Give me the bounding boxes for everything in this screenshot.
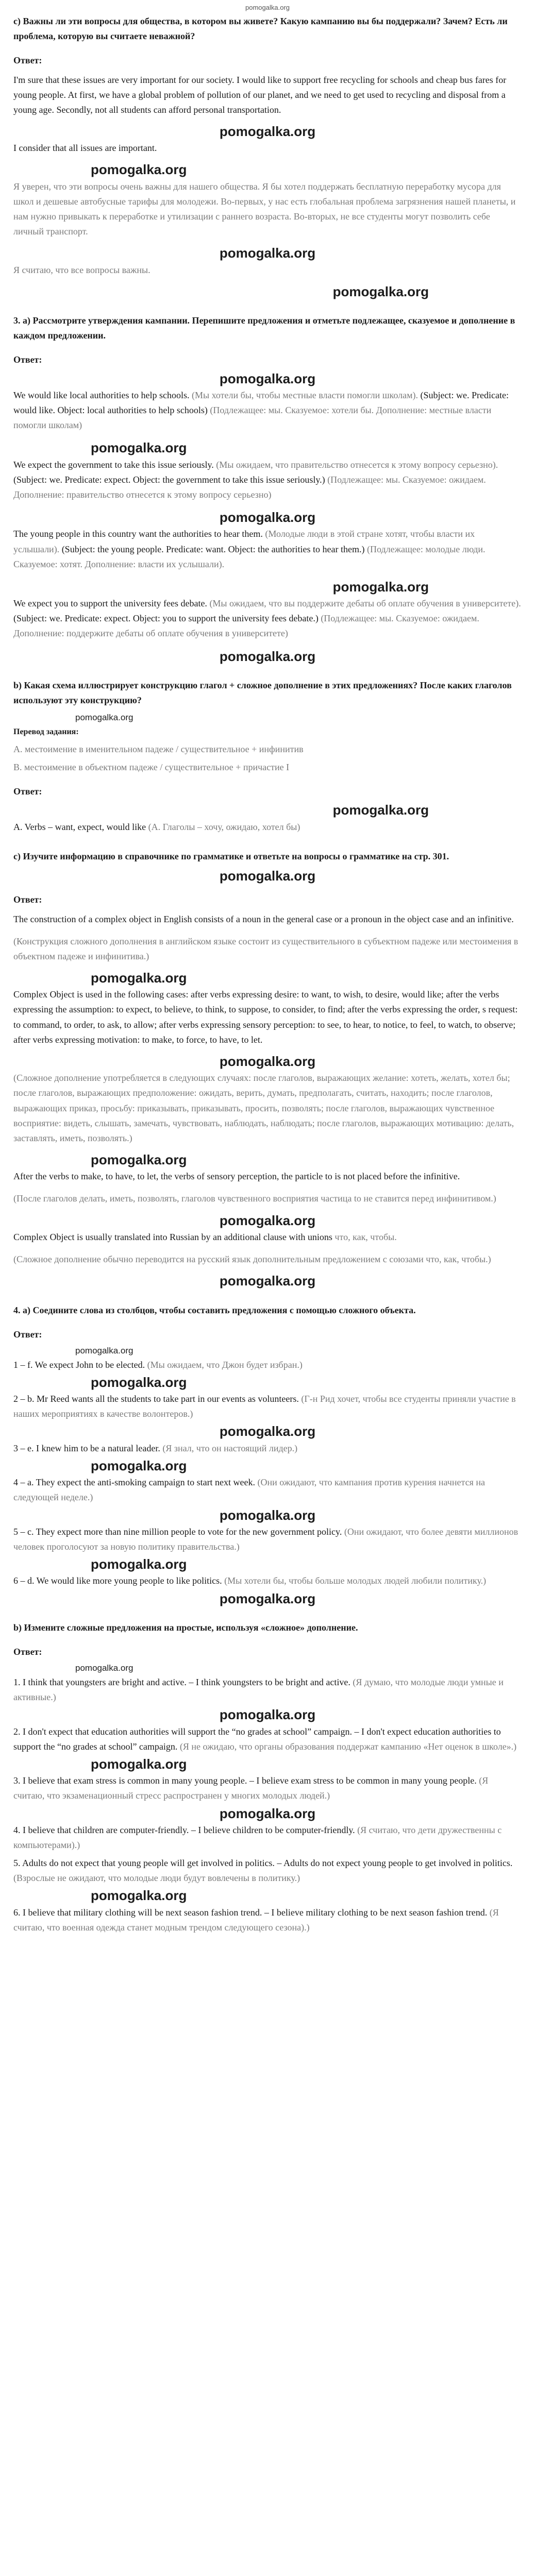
answer-paragraph: Complex Object is used in the following cases: after verbs expressing desire: to want, to wish, to desire, would like; after the verbs expressing the assumption: to expect, to believe, to think, to suppose, to consider, to find; after the verbs expressing the order, s request: to command, to order, to ask, to allow; after verbs expressing sensory perception: to see, to hear, to notice, to feel, to watch, to observe; after verbs expressing motivation: to make, to force, to have, to let.: [13, 989, 518, 1045]
list-item: 3 – e. I knew him to be a natural leader. (Я знал, что он настоящий лидер.): [13, 1443, 298, 1453]
watermark: pomogalka.org: [219, 1423, 316, 1439]
section-4a: [13, 1303, 522, 1589]
translation: (Сложное дополнение обычно переводится на русский язык дополнительным предложением с союзами что, как, чтобы.): [13, 1254, 491, 1265]
watermark: pomogalka.org: [332, 579, 429, 595]
section-3b: [13, 678, 522, 835]
section-3c: [13, 849, 522, 1267]
watermark: pomogalka.org: [219, 1590, 316, 1606]
answer-label: Ответ:: [13, 354, 42, 365]
watermark: pomogalka.org: [219, 1507, 316, 1523]
list-item: 4 – a. They expect the anti-smoking campaign to start next week. (Они ожидают, что кампания против курения начнется на следующей неделе.): [13, 1477, 485, 1503]
translation: Я считаю, что все вопросы важны.: [13, 264, 151, 275]
watermark: pomogalka.org: [332, 802, 429, 818]
watermark: pomogalka.org: [219, 1805, 316, 1821]
watermark: pomogalka.org: [219, 1273, 316, 1289]
section-3a: [13, 313, 522, 641]
watermark: pomogalka.org: [91, 1756, 187, 1772]
answer-label: Ответ:: [13, 786, 42, 797]
watermark: pomogalka.org: [91, 1458, 187, 1473]
watermark: pomogalka.org: [219, 1212, 316, 1228]
watermark: pomogalka.org: [219, 1053, 316, 1069]
list-item: 2 – b. Mr Reed wants all the students to take part in our events as volunteers. (Г-н Рид хочет, чтобы все студенты приняли участие в наших мероприятиях в качестве волонтеров.): [13, 1394, 516, 1419]
list-item: 3. I believe that exam stress is common in many young people. – I believe exam stress to be common in many young people. (Я считаю, что экзаменационный стресс распространен у многих молодых людей.): [13, 1775, 489, 1801]
answer-paragraph: Complex Object is usually translated into Russian by an additional clause with unions что, как, чтобы.: [13, 1231, 397, 1242]
watermark: pomogalka.org: [91, 440, 187, 456]
answer-paragraph: I consider that all issues are important.: [13, 143, 157, 154]
list-item: 6 – d. We would like more young people to like politics. (Мы хотели бы, чтобы больше молодых людей любили политику.): [13, 1575, 487, 1586]
answer-paragraph: The construction of a complex object in English consists of a noun in the general case or a pronoun in the object case and an infinitive.: [13, 913, 514, 924]
watermark: pomogalka.org: [219, 1707, 316, 1723]
watermark: pomogalka.org: [91, 162, 187, 178]
question: c) Важны ли эти вопросы для общества, в котором вы живете? Какую кампанию вы бы поддержали? Зачем? Есть ли проблема, которую вы считаете неважной?: [13, 16, 508, 42]
watermark: pomogalka.org: [91, 1888, 187, 1904]
answer-label: Ответ:: [13, 1329, 42, 1340]
translation: (После глаголов делать, иметь, позволять, глаголов чувственного восприятия частица to не ставится перед инфинитивом.): [13, 1193, 496, 1204]
task-heading: 3. a) Рассмотрите утверждения кампании. Перепишите предложения и отметьте подлежащее, сказуемое и дополнение в каждом предложении.: [13, 315, 515, 341]
sentence-analysis: We would like local authorities to help schools. (Мы хотели бы, чтобы местные власти помогли школам). (Subject: we. Predicate: would like. Object: local authorities to help schools) (Подлежащее: мы. Сказуемое: хотели бы. Дополнение: местные власти помогли школам): [13, 389, 509, 431]
subheading: Перевод задания:: [13, 727, 79, 737]
task-heading: b) Какая схема иллюстрирует конструкцию глагол + сложное дополнение в этих предложениях? После каких глаголов используют эту конструкцию?: [13, 680, 512, 706]
sentence-analysis: The young people in this country want the authorities to hear them. (Молодые люди в этой стране хотят, чтобы власти их услышали). (Subject: the young people. Predicate: want. Object: the authorities to hear them.) (Подлежащее: молодые люди. Сказуемое: хотят. Дополнение: власти их услышали).: [13, 529, 486, 569]
section-1c: [13, 14, 522, 278]
list-item: 4. I believe that children are computer-friendly. – I believe children to be computer-friendly. (Я считаю, что дети дружественны с компьютерами).): [13, 1824, 502, 1850]
watermark: pomogalka.org: [219, 648, 316, 664]
translation: (Сложное дополнение употребляется в следующих случаях: после глаголов, выражающих желание: хотеть, желать, хотел бы; после глаголов, выражающих предположение: ожидать, верить, думать, предполагать, считать, находить; после глаголов, выражающих приказ, просьбу: приказывать, приказывать, просить, позволять; после глаголов, выражающих чувственное восприятие: видеть, слышать, замечать, чувствовать, наблюдать, наблюдать; после глаголов, выражающих мотивацию: делать, заставлять, иметь, позволять.): [13, 1073, 514, 1143]
translation: Я уверен, что эти вопросы очень важны для нашего общества. Я бы хотел поддержать бесплатную переработку мусора для школ и дешевые автобусные тарифы для молодежи. Во-первых, у нас есть глобальная проблема загрязнения нашей планеты, и нам нужно привыкать к переработке и утилизации с раннего возраста. Во-вторых, не все студенты могут позволить себе личный транспорт.: [13, 181, 516, 237]
list-item: 1 – f. We expect John to be elected. (Мы ожидаем, что Джон будет избран.): [13, 1359, 303, 1370]
task-heading: b) Измените сложные предложения на простые, используя «сложное» дополнение.: [13, 1622, 358, 1633]
section-4b: [13, 1620, 522, 1935]
watermark: pomogalka.org: [219, 868, 316, 884]
list-item: 5 – c. They expect more than nine million people to vote for the new government policy. (Они ожидают, что более девяти миллионов человек проголосуют за новую политику правительства.): [13, 1526, 519, 1552]
answer-paragraph: After the verbs to make, to have, to let, the verbs of sensory perception, the particle to is not placed before the infinitive.: [13, 1171, 460, 1182]
sentence-analysis: We expect the government to take this issue seriously. (Мы ожидаем, что правительство отнесется к этому вопросу серьезно). (Subject: we. Predicate: expect. Object: the government to take this issue seriously.) (Подлежащее: мы. Сказуемое: ожидаем. Дополнение: правительство отнесется к этому вопросу серьезно): [13, 459, 498, 500]
watermark: pomogalka.org: [332, 283, 429, 299]
sentence-analysis: We expect you to support the university fees debate. (Мы ожидаем, что вы поддержите дебаты об оплате обучения в университете). (Subject: we. Predicate: expect. Object: you to support the university fees debate.) (Подлежащее: мы. Сказуемое: ожидаем. Дополнение: поддержите дебаты об оплате обучения в университете): [13, 598, 521, 639]
watermark: pomogalka.org: [219, 370, 316, 386]
watermark: pomogalka.org: [91, 1556, 187, 1572]
answer-paragraph: A. Verbs – want, expect, would like (A. Глаголы – хочу, ожидаю, хотел бы): [13, 821, 300, 832]
list-item: 2. I don't expect that education authorities will support the “no grades at school” campaign. – I don't expect education authorities to support the “no grades at school” campaign. (Я не ожидаю, что органы образования поддержат кампанию «Нет оценок в школе».): [13, 1726, 517, 1752]
list-item: 1. I think that youngsters are bright and active. – I think youngsters to be bright and active. (Я думаю, что молодые люди умные и активные.): [13, 1677, 504, 1703]
list-item: 5. Adults do not expect that young people will get involved in politics. – Adults do not expect young people to get involved in politics. (Взрослые не ожидают, что молодые люди будут вовлечены в политику.): [13, 1858, 513, 1884]
site-header: pomogalka.org: [245, 4, 290, 11]
list-item: 6. I believe that military clothing will be next season fashion trend. – I believe military clothing to be next season fashion trend. (Я считаю, что военная одежда станет модным трендом следующего сезона).): [13, 1907, 499, 1933]
watermark: pomogalka.org: [219, 123, 316, 139]
task-heading: 4. a) Соедините слова из столбцов, чтобы составить предложения с помощью сложного объекта.: [13, 1304, 416, 1315]
watermark: pomogalka.org: [75, 713, 133, 723]
watermark: pomogalka.org: [219, 245, 316, 261]
option-b: B. местоимение в объектном падеже / существительное + причастие I: [13, 762, 290, 773]
watermark: pomogalka.org: [219, 510, 316, 526]
answer-paragraph: I'm sure that these issues are very important for our society. I would like to support free recycling for schools and cheap bus fares for young people. At first, we have a global problem of pollution of our planet, and we need to get used to recycling and disposal from a young age. Secondly, not all students can afford personal transportation.: [13, 74, 507, 115]
answer-label: Ответ:: [13, 1647, 42, 1657]
option-a: A. местоимение в именительном падеже / существительное + инфинитив: [13, 744, 304, 754]
translation: (Конструкция сложного дополнения в английском языке состоит из существительного в субъектном падеже или местоимения в объектном падеже и инфинитива.): [13, 936, 519, 961]
answer-label: Ответ:: [13, 55, 42, 66]
answer-label: Ответ:: [13, 894, 42, 905]
watermark: pomogalka.org: [91, 1152, 187, 1167]
watermark: pomogalka.org: [91, 970, 187, 986]
watermark: pomogalka.org: [75, 1345, 133, 1355]
task-heading: c) Изучите информацию в справочнике по грамматике и ответьте на вопросы о грамматике на стр. 301.: [13, 851, 449, 861]
watermark: pomogalka.org: [75, 1663, 133, 1673]
watermark: pomogalka.org: [91, 1374, 187, 1390]
